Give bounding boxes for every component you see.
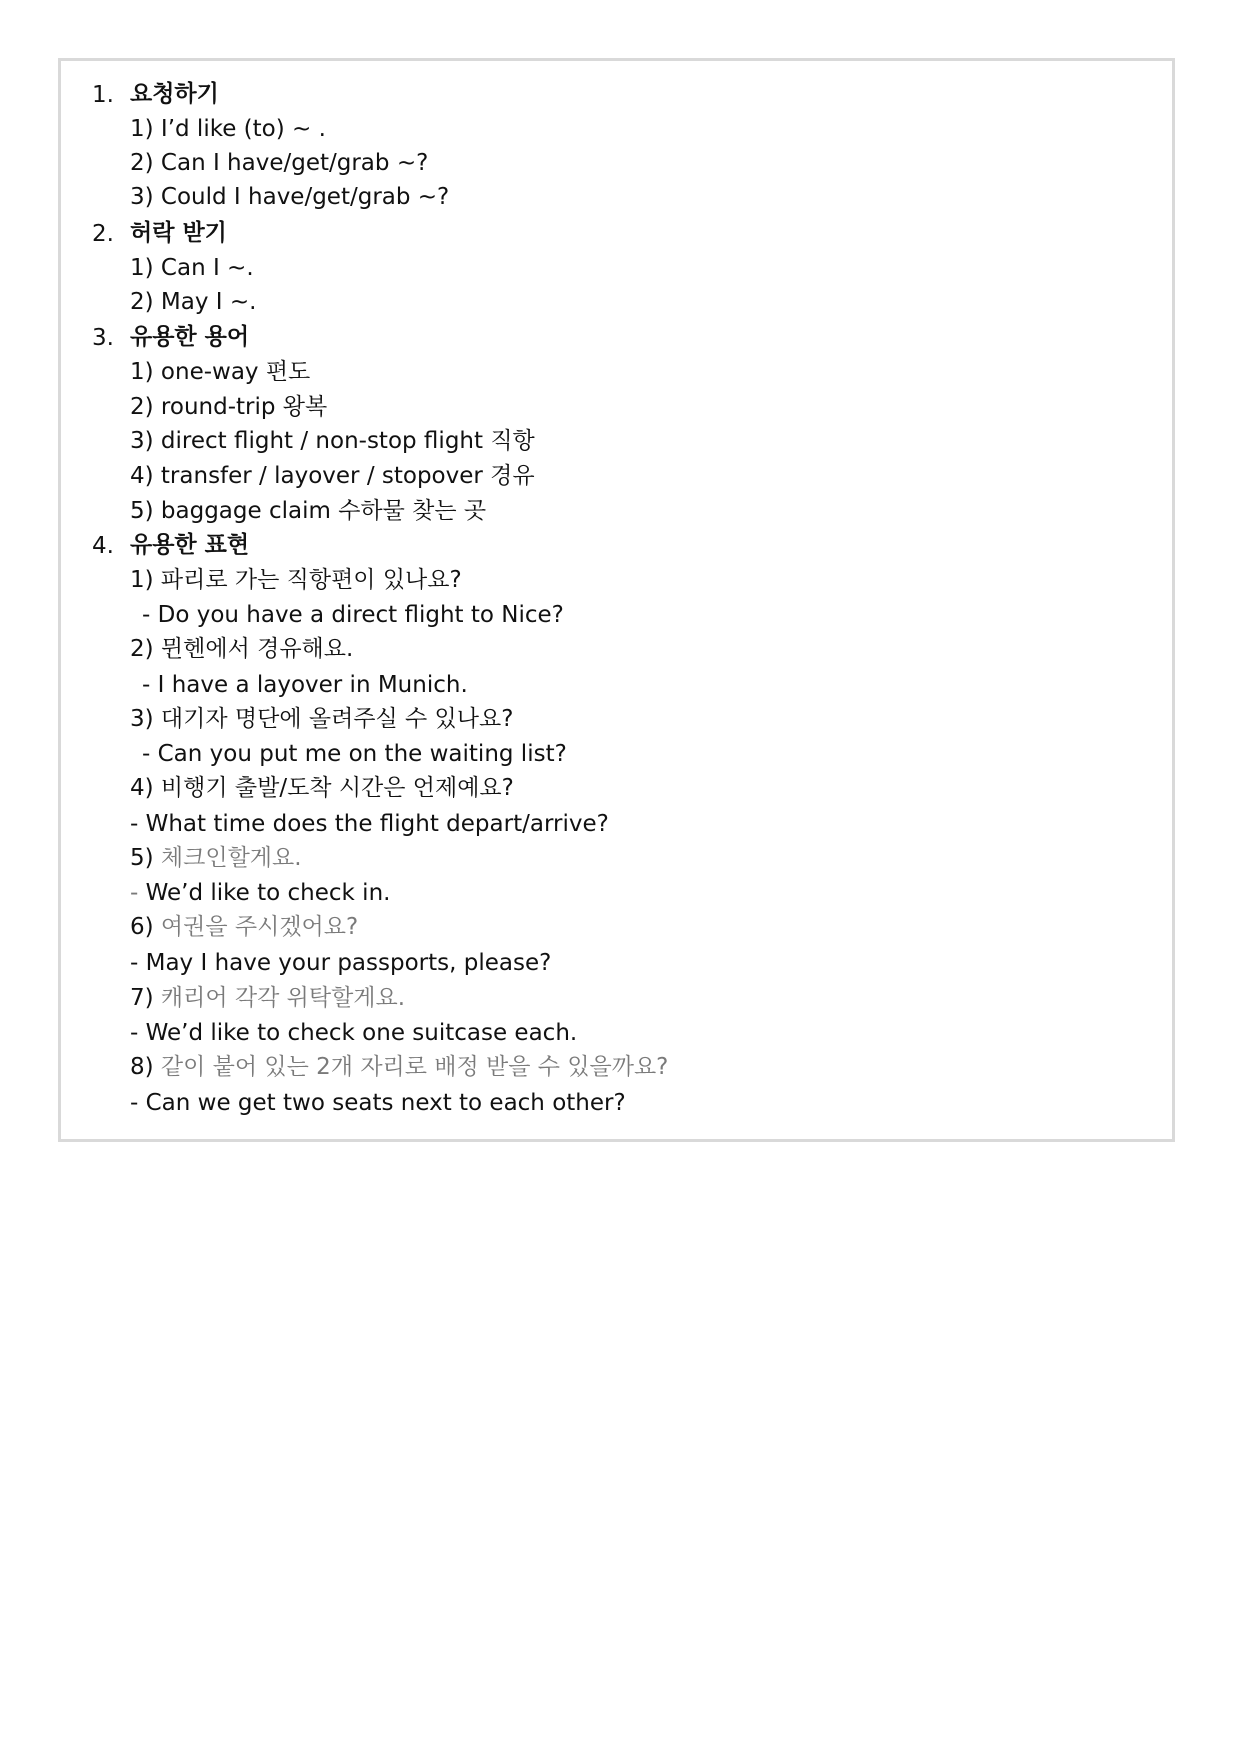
grey-text: 여권을 주시겠어요? xyxy=(160,914,359,940)
answer-en xyxy=(130,878,390,908)
list-item: 1) one-way 편도 xyxy=(130,359,311,385)
list-item: 2) May I ~. xyxy=(130,289,257,315)
answer-en: - Do you have a direct flight to Nice? xyxy=(142,602,564,628)
grey-text: 캐리어 각각 위탁할게요. xyxy=(160,985,406,1011)
question-ko: 3) 대기자 명단에 올려주실 수 있나요? xyxy=(130,706,514,732)
section-title: 유용한 용어 xyxy=(130,324,250,350)
section-number: 1. xyxy=(92,82,114,108)
section-number: 2. xyxy=(92,221,114,247)
item-number: 7) xyxy=(130,985,161,1011)
question-ko xyxy=(130,912,358,942)
section-title: 유용한 표현 xyxy=(130,532,250,558)
grey-text: 체크인할게요. xyxy=(160,845,302,871)
question-ko xyxy=(130,983,405,1013)
list-item: 3) direct flight / non-stop flight 직항 xyxy=(130,428,535,454)
question-ko: 4) 비행기 출발/도착 시간은 언제예요? xyxy=(130,775,514,801)
dash: - xyxy=(130,880,139,906)
answer-en: - Can you put me on the waiting list? xyxy=(142,741,567,767)
answer-en: - We’d like to check one suitcase each. xyxy=(130,1020,578,1046)
answer-en: - Can we get two seats next to each other? xyxy=(130,1090,626,1116)
section-title: 허락 받기 xyxy=(130,220,227,246)
question-ko: 2) 뮌헨에서 경유해요. xyxy=(130,636,354,662)
question-ko: 1) 파리로 가는 직항편이 있나요? xyxy=(130,567,462,593)
list-item: 5) baggage claim 수하물 찾는 곳 xyxy=(130,498,487,524)
answer-text: We’d like to check in. xyxy=(138,880,391,906)
answer-en: - I have a layover in Munich. xyxy=(142,672,468,698)
list-item: 2) Can I have/get/grab ~? xyxy=(130,150,429,176)
list-item: 3) Could I have/get/grab ~? xyxy=(130,184,450,210)
question-ko xyxy=(130,843,302,873)
item-number: 8) xyxy=(130,1054,161,1080)
answer-en: - May I have your passports, please? xyxy=(130,950,552,976)
list-item: 1) Can I ~. xyxy=(130,255,254,281)
grey-text: 같이 붙어 있는 2개 자리로 배정 받을 수 있을까요? xyxy=(160,1054,669,1080)
list-item: 4) transfer / layover / stopover 경유 xyxy=(130,463,535,489)
answer-en: - What time does the flight depart/arrive? xyxy=(130,811,609,837)
section-number: 4. xyxy=(92,533,114,559)
item-number: 5) xyxy=(130,845,161,871)
section-title: 요청하기 xyxy=(130,81,219,107)
section-number: 3. xyxy=(92,325,114,351)
list-item: 1) I’d like (to) ~ . xyxy=(130,116,326,142)
question-ko xyxy=(130,1052,668,1082)
list-item: 2) round-trip 왕복 xyxy=(130,394,328,420)
item-number: 6) xyxy=(130,914,161,940)
